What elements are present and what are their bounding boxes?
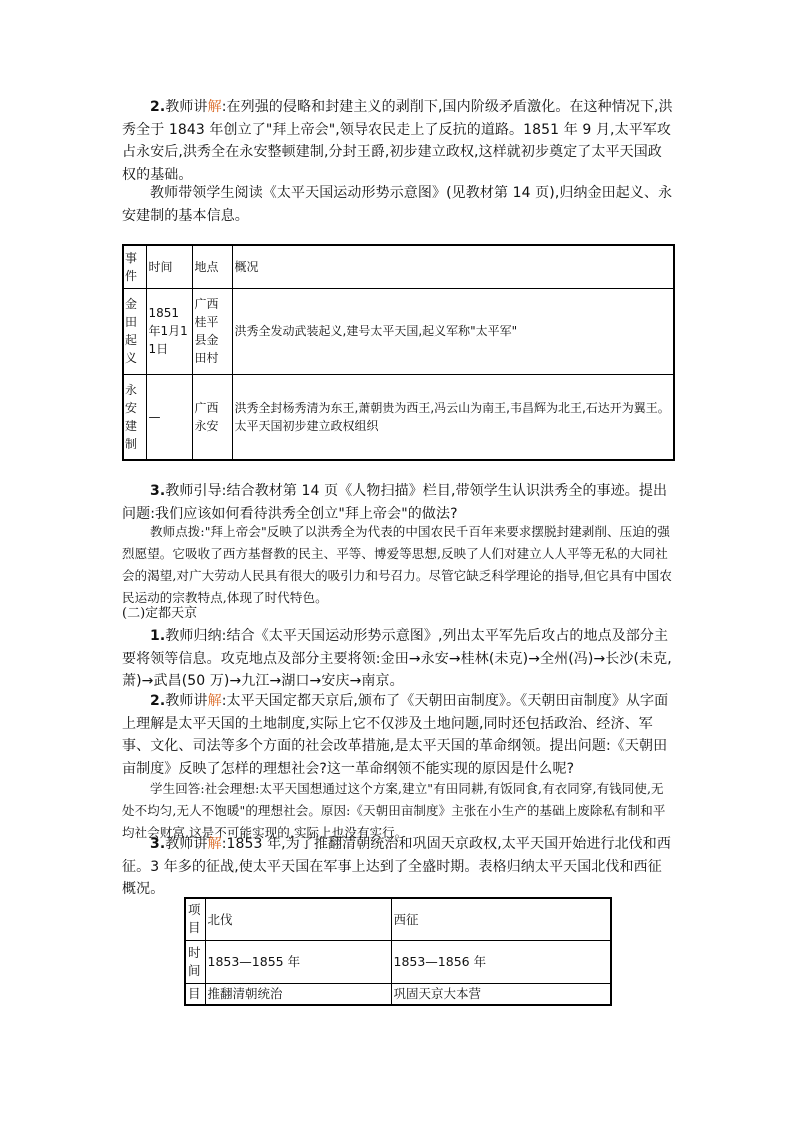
cell-row-label: 目: [185, 983, 205, 1005]
expedition-table: [184, 897, 612, 1006]
section-heading-capital: (二)定都天京: [122, 606, 198, 621]
table-header-row: [123, 245, 674, 288]
cell-event: 永安建制: [123, 374, 146, 460]
cell-north: 推翻清朝统治: [205, 983, 391, 1005]
uprising-info-table: [122, 244, 675, 461]
cell-time: —: [146, 374, 192, 460]
paragraph-teacher-explain-1: 2.教师讲解:在列强的侵略和封建主义的剥削下,国内阶级矛盾激化。在这种情况下,洪秀全于 1843 年创立了"拜上帝会",领导农民走上了反抗的道路。1851 年 9 月,太平军攻占永安后,洪秀全在永安整顿建制,分封王爵,初步建立政权,这样就初步奠定了太平天国政权的基础。: [122, 99, 673, 183]
cell-row-label: 时间: [185, 940, 205, 983]
paragraph-teacher-comment: 教师点拨:"拜上帝会"反映了以洪秀全为代表的中国农民千百年来要求摆脱封建剥削、压迫的强烈愿望。它吸收了西方基督教的民主、平等、博爱等思想,反映了人们对建立人人平等无私的大同社会的渴望,对广大劳动人民具有很大的吸引力和号召力。尽管它缺乏科学理论的指导,但它具有中国农民运动的宗教特点,体现了时代特色。: [122, 524, 672, 605]
table-row: [185, 940, 611, 983]
header-time: 时间: [146, 245, 192, 288]
paragraph-teacher-summary: 1.教师归纳:结合《太平天国运动形势示意图》,列出太平军先后攻占的地点及部分主要将领等信息。攻克地点及部分主要将领:金田→永安→桂林(未克)→全州(冯)→长沙(未克,萧)→武昌(50 万)→九江→湖口→安庆→南京。: [122, 628, 672, 689]
header-summary: 概况: [232, 245, 674, 288]
cell-place: 广西永安: [192, 374, 232, 460]
header-place: 地点: [192, 245, 232, 288]
cell-summary: 洪秀全发动武装起义,建号太平天国,起义军称"太平军": [232, 288, 674, 374]
cell-north: 1853—1855 年: [205, 940, 391, 983]
header-event: 事件: [123, 245, 146, 288]
cell-west: 巩固天京大本营: [391, 983, 611, 1005]
cell-time: 1851年1月11日: [146, 288, 192, 374]
cell-summary: 洪秀全封杨秀清为东王,萧朝贵为西王,冯云山为南王,韦昌辉为北王,石达开为翼王。 太平天国初步建立政权组织: [232, 374, 674, 460]
table-row: [123, 288, 674, 374]
paragraph-student-answer: 学生回答:社会理想:太平天国想通过这个方案,建立"有田同耕,有饭同食,有衣同穿,有钱同使,无处不均匀,无人不饱暖"的理想社会。原因:《天朝田亩制度》主张在小生产的基础上废除私有制和平均社会财富,这是不可能实现的,实际上也没有实行。: [122, 781, 666, 840]
cell-event: 金田起义: [123, 288, 146, 374]
cell-place: 广西桂平县金田村: [192, 288, 232, 374]
paragraph-teacher-explain-3: 3.教师讲解:1853 年,为了推翻清朝统治和巩固天京政权,太平天国开始进行北伐和西征。3 年多的征战,使太平天国在军事上达到了全盛时期。表格归纳太平天国北伐和西征概况。: [122, 836, 671, 897]
header-northern-expedition: 北伐: [205, 898, 391, 940]
table-header-row: [185, 898, 611, 940]
header-western-expedition: 西征: [391, 898, 611, 940]
table-row: [123, 374, 674, 460]
header-item: 项目: [185, 898, 205, 940]
paragraph-teacher-guide: 3.教师引导:结合教材第 14 页《人物扫描》栏目,带领学生认识洪秀全的事迹。提出问题:我们应该如何看待洪秀全创立"拜上帝会"的做法?: [122, 483, 668, 522]
paragraph-reading-task: 教师带领学生阅读《太平天国运动形势示意图》(见教材第 14 页),归纳金田起义、永安建制的基本信息。: [122, 185, 673, 224]
table-row: [185, 983, 611, 1005]
cell-west: 1853—1856 年: [391, 940, 611, 983]
paragraph-teacher-explain-2: 2.教师讲解:太平天国定都天京后,颁布了《天朝田亩制度》。《天朝田亩制度》从字面上理解是太平天国的土地制度,实际上它不仅涉及土地问题,同时还包括政治、经济、军事、文化、司法等多个方面的社会改革措施,是太平天国的革命纲领。提出问题:《天朝田亩制度》反映了怎样的理想社会?这一革命纲领不能实现的原因是什么呢?: [122, 693, 669, 777]
